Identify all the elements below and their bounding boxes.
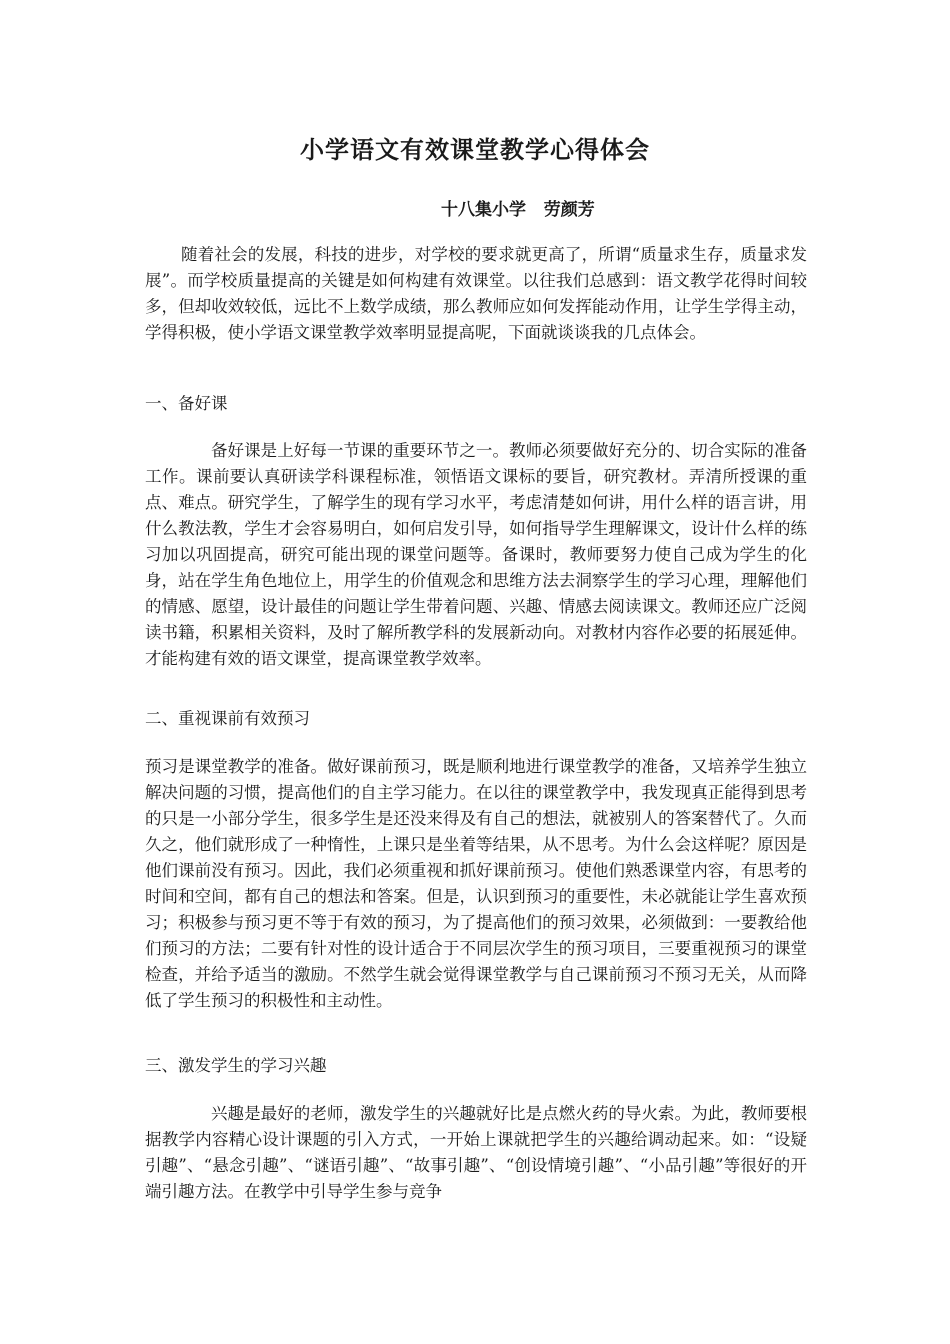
author-line: 十八集小学 劳颜芳 [441,200,595,220]
document-title: 小学语文有效课堂教学心得体会 [300,135,650,164]
section-body-2: 预习是课堂教学的准备。做好课前预习，既是顺利地进行课堂教学的准备，又培养学生独立解决问题的习惯，提高他们的自主学习能力。在以往的课堂教学中，我发现真正能得到思考的只是一小部分学生，很多学生是还没来得及有自己的想法，就被别人的答案替代了。久而久之，他们就形成了一种惰性，上课只是坐着等结果，从不思考。为什么会这样呢？原因是他们课前没有预习。因此，我们必须重视和抓好课前预习。使他们熟悉课堂内容，有思考的时间和空间，都有自己的想法和答案。但是，认识到预习的重要性，未必就能让学生喜欢预习；积极参与预习更不等于有效的预习，为了提高他们的预习效果，必须做到：一要教给他们预习的方法；二要有针对性的设计适合于不同层次学生的预习项目，三要重视预习的课堂检查，并给予适当的激励。不然学生就会觉得课堂教学与自己课前预习不预习无关，从而降低了学生预习的积极性和主动性。 [145,757,807,1010]
section-heading-2: 二、重视课前有效预习 [145,709,310,728]
section-body-3: 兴趣是最好的老师，激发学生的兴趣就好比是点燃火药的导火索。为此，教师要根据教学内容精心设计课题的引入方式，一开始上课就把学生的兴趣给调动起来。如：“设疑引趣”、“悬念引趣”、“谜语引趣”、“故事引趣”、“创设情境引趣”、“小品引趣”等很好的开端引趣方法。在教学中引导学生参与竞争 [145,1104,807,1201]
section-body-1: 备好课是上好每一节课的重要环节之一。教师必须要做好充分的、切合实际的准备工作。课前要认真研读学科课程标准，领悟语文课标的要旨，研究教材。弄清所授课的重点、难点。研究学生，了解学生的现有学习水平，考虑清楚如何讲，用什么样的语言讲，用什么教法教，学生才会容易明白，如何启发引导，如何指导学生理解课文，设计什么样的练习加以巩固提高，研究可能出现的课堂问题等。备课时，教师要努力使自己成为学生的化身，站在学生角色地位上，用学生的价值观念和思维方法去洞察学生的学习心理，理解他们的情感、愿望，设计最佳的问题让学生带着问题、兴趣、情感去阅读课文。教师还应广泛阅读书籍，积累相关资料，及时了解所教学科的发展新动向。对教材内容作必要的拓展延伸。才能构建有效的语文课堂，提高课堂教学效率。 [145,441,807,668]
intro-paragraph: 随着社会的发展，科技的进步，对学校的要求就更高了，所谓“质量求生存，质量求发展”。而学校质量提高的关键是如何构建有效课堂。以往我们总感到：语文教学花得时间较多，但却收效较低，远比不上数学成绩，那么教师应如何发挥能动作用，让学生学得主动，学得积极，使小学语文课堂教学效率明显提高呢，下面就谈谈我的几点体会。 [145,245,807,342]
section-heading-1: 一、备好课 [145,394,228,413]
section-heading-3: 三、激发学生的学习兴趣 [145,1056,327,1075]
